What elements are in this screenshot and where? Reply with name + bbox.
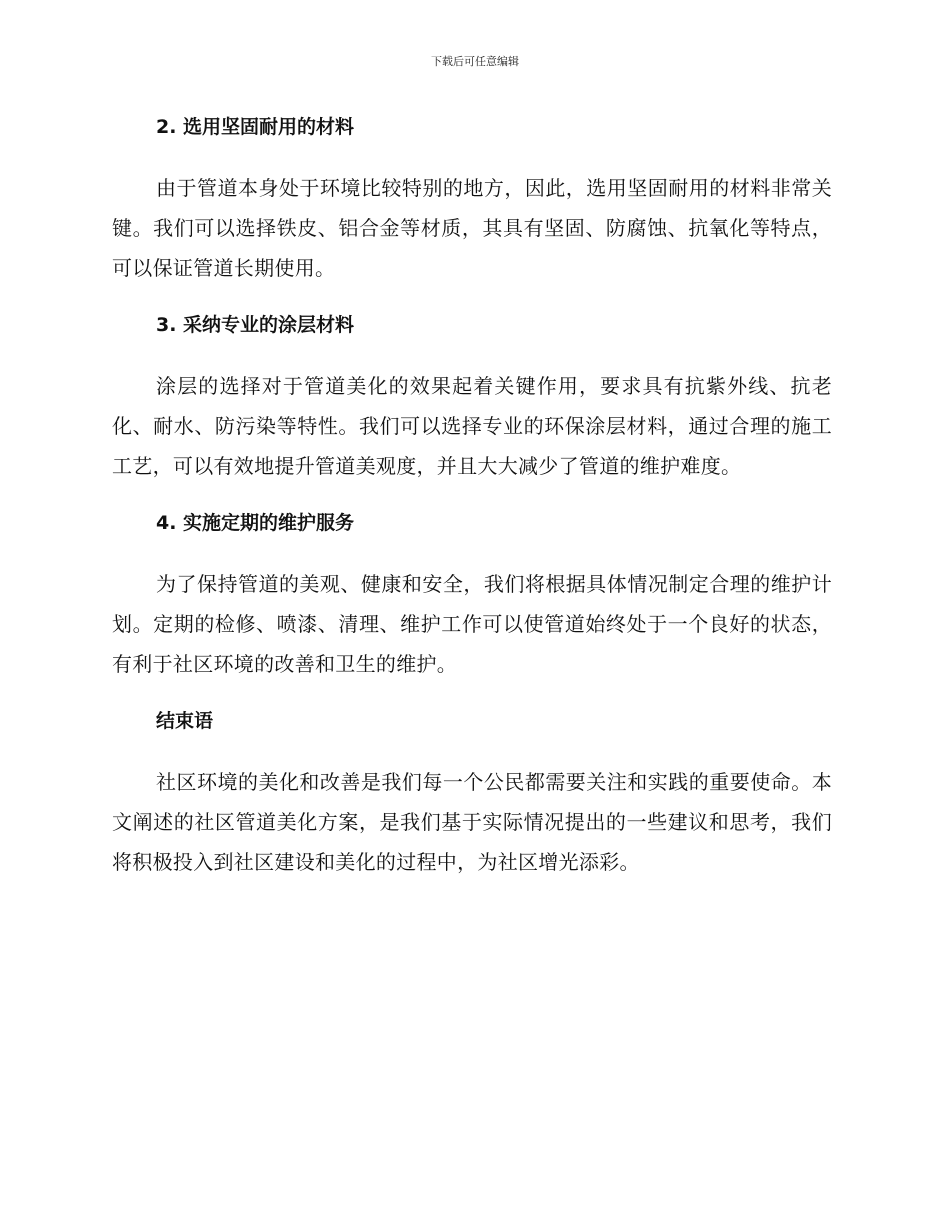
section-heading-materials: 2. 选用坚固耐用的材料 — [156, 116, 355, 138]
section-paragraph-conclusion: 社区环境的美化和改善是我们每一个公民都需要关注和实践的重要使命。本文阐述的社区管道美化方案，是我们基于实际情况提出的一些建议和思考，我们将积极投入到社区建设和美化的过程中，为社区增光添彩。 — [112, 770, 832, 874]
section-heading-maintenance: 4. 实施定期的维护服务 — [156, 512, 355, 534]
section-heading-coating: 3. 采纳专业的涂层材料 — [156, 314, 355, 336]
document-body — [112, 112, 832, 882]
section-paragraph-materials: 由于管道本身处于环境比较特别的地方，因此，选用坚固耐用的材料非常关键。我们可以选择铁皮、铝合金等材质，其具有坚固、防腐蚀、抗氧化等特点，可以保证管道长期使用。 — [112, 176, 832, 280]
page-header: 下载后可任意编辑 — [431, 55, 519, 68]
section-paragraph-coating: 涂层的选择对于管道美化的效果起着关键作用，要求具有抗紫外线、抗老化、耐水、防污染等特性。我们可以选择专业的环保涂层材料，通过合理的施工工艺，可以有效地提升管道美观度，并且大大减少了管道的维护难度。 — [112, 374, 832, 478]
section-paragraph-maintenance: 为了保持管道的美观、健康和安全，我们将根据具体情况制定合理的维护计划。定期的检修、喷漆、清理、维护工作可以使管道始终处于一个良好的状态，有利于社区环境的改善和卫生的维护。 — [112, 572, 832, 676]
section-heading-conclusion: 结束语 — [156, 710, 214, 732]
